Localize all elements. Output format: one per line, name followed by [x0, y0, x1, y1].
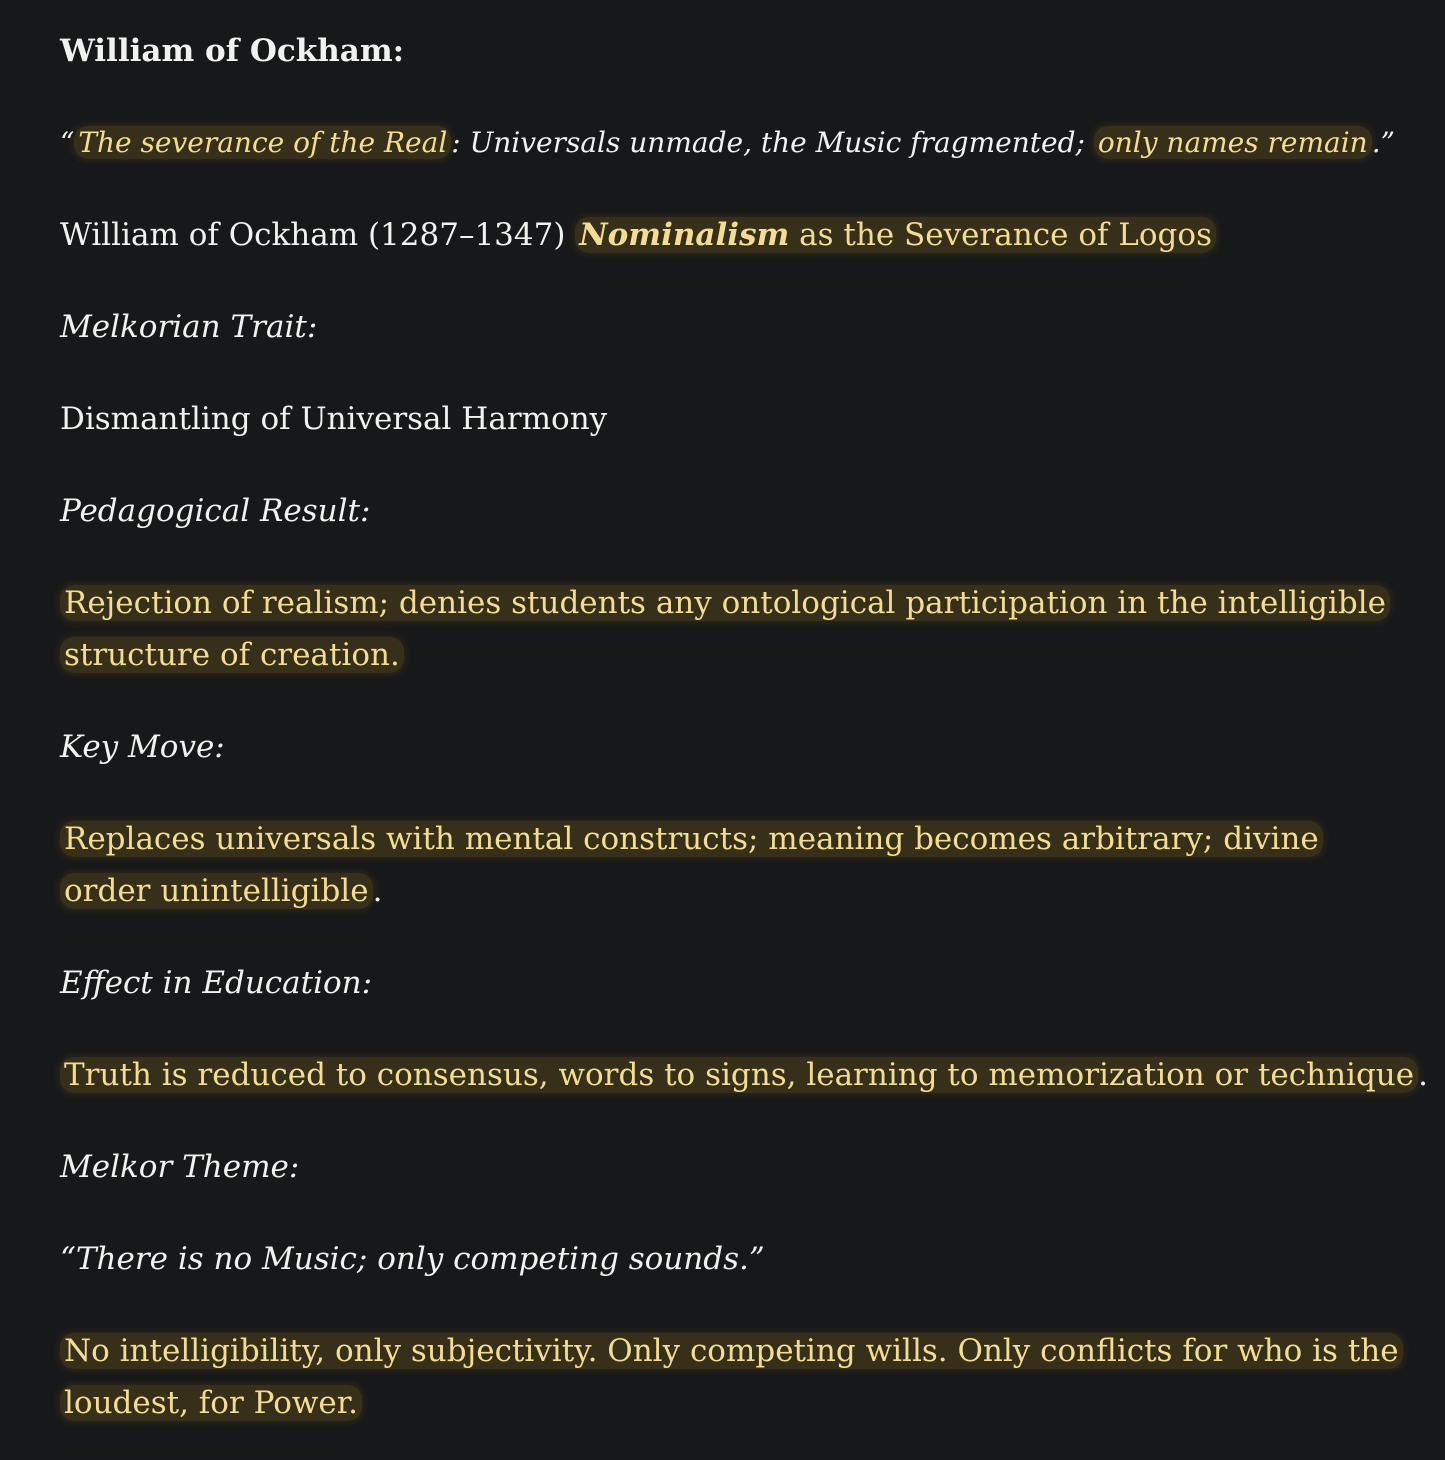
trait-label: Melkorian Trait: [60, 309, 318, 345]
theme-quote: “There is no Music; only competing sounds.” [60, 1241, 765, 1277]
effect-label: Effect in Education: [60, 965, 373, 1001]
document-title: William of Ockham: [60, 33, 405, 69]
epigraph-highlight-1: The severance of the Real [74, 126, 451, 159]
epigraph [60, 117, 1395, 169]
epigraph-middle: : Universals unmade, the Music fragmented; [451, 126, 1094, 159]
pedagogy-highlight: Rejection of realism; denies students any ontological participation in the intelligible structure of creation. [60, 585, 1390, 673]
epigraph-close-quote: .” [1371, 126, 1395, 159]
pedagogy-value [60, 577, 1410, 681]
subtitle-highlight [575, 217, 1216, 253]
keymove-value [60, 813, 1410, 917]
epigraph-highlight-2: only names remain [1094, 126, 1372, 159]
epigraph-open-quote: “ [60, 126, 75, 159]
pedagogy-label: Pedagogical Result: [60, 493, 371, 529]
effect-value [60, 1049, 1428, 1101]
effect-highlight: Truth is reduced to consensus, words to signs, learning to memorization or technique [60, 1057, 1418, 1093]
nominalism-term: Nominalism [579, 217, 790, 253]
closing-statement [60, 1325, 1410, 1429]
keymove-highlight: Replaces universals with mental constructs; meaning becomes arbitrary; divine order unintelligible [60, 821, 1323, 909]
subtitle [60, 209, 1216, 261]
trait-value: Dismantling of Universal Harmony [60, 401, 608, 437]
closing-highlight: No intelligibility, only subjectivity. Only competing wills. Only conflicts for who is the loudest, for Power. [60, 1333, 1403, 1421]
keymove-label: Key Move: [60, 729, 225, 765]
theme-label: Melkor Theme: [60, 1149, 300, 1185]
effect-end: . [1418, 1057, 1428, 1093]
keymove-end: . [372, 873, 383, 909]
subtitle-highlight-rest: as the Severance of Logos [789, 217, 1212, 253]
subtitle-prefix: William of Ockham (1287–1347) [60, 217, 576, 253]
